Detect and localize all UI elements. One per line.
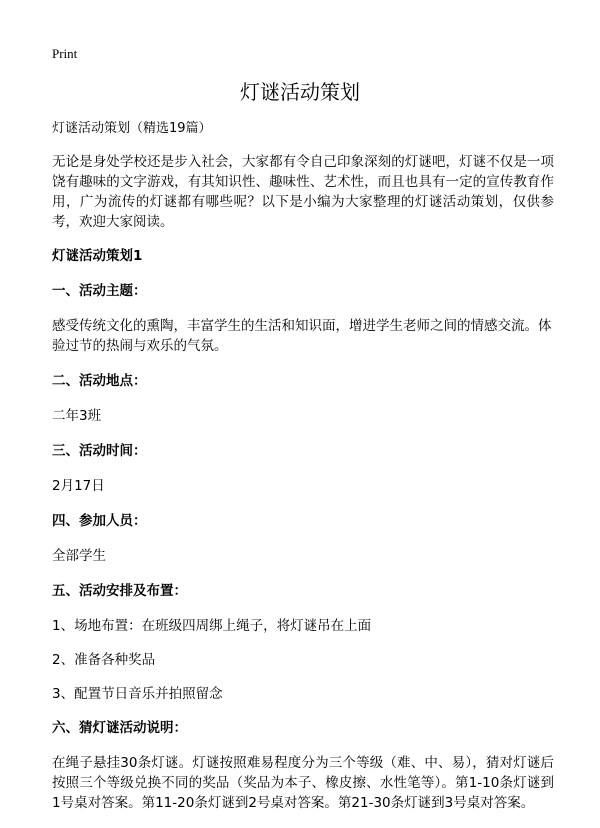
heading-location: 二、活动地点： <box>52 373 147 389</box>
theme-body: 感受传统文化的熏陶，丰富学生的生活和知识面，增进学生老师之间的情感交流。体验过节的热闹与欢乐的气氛。 <box>52 318 552 354</box>
page-title: 灯谜活动策划 <box>240 80 360 104</box>
arrangement-item-3: 3、配置节日音乐并拍照留念 <box>52 686 223 702</box>
intro-paragraph: 无论是身处学校还是步入社会，大家都有令自己印象深刻的灯谜吧，灯谜不仅是一项饶有趣味的文字游戏，有其知识性、趣味性、艺术性，而且也具有一定的宣传教育作用，广为流传的灯谜都有哪些呢？以下是小编为大家整理的灯谜活动策划，仅供参考，欢迎大家阅读。 <box>52 154 554 230</box>
riddle-instructions-body: 在绳子悬挂30条灯谜。灯谜按照难易程度分为三个等级（难、中、易），猜对灯谜后按照三个等级兑换不同的奖品（奖品为本子、橡皮擦、水性笔等）。第1-10条灯谜到1号桌对答案。第11-20条灯谜到2号桌对答案。第21-30条灯谜到3号桌对答案。 <box>52 755 554 811</box>
heading-theme: 一、活动主题： <box>52 283 147 299</box>
heading-time: 三、活动时间： <box>52 443 147 459</box>
heading-arrangement: 五、活动安排及布置： <box>52 583 187 599</box>
arrangement-item-2: 2、准备各种奖品 <box>52 652 156 668</box>
arrangement-item-1: 1、场地布置：在班级四周绑上绳子，将灯谜吊在上面 <box>52 618 372 634</box>
location-body: 二年3班 <box>52 408 102 424</box>
participants-body: 全部学生 <box>52 548 106 564</box>
print-link[interactable]: Print <box>52 46 78 61</box>
document-content <box>52 120 554 813</box>
document-subtitle: 灯谜活动策划（精选19篇） <box>52 121 212 136</box>
heading-participants: 四、参加人员： <box>52 513 147 529</box>
heading-riddle-instructions: 六、猜灯谜活动说明： <box>52 720 187 736</box>
section-title: 灯谜活动策划1 <box>52 248 143 264</box>
time-body: 2月17日 <box>52 478 105 494</box>
